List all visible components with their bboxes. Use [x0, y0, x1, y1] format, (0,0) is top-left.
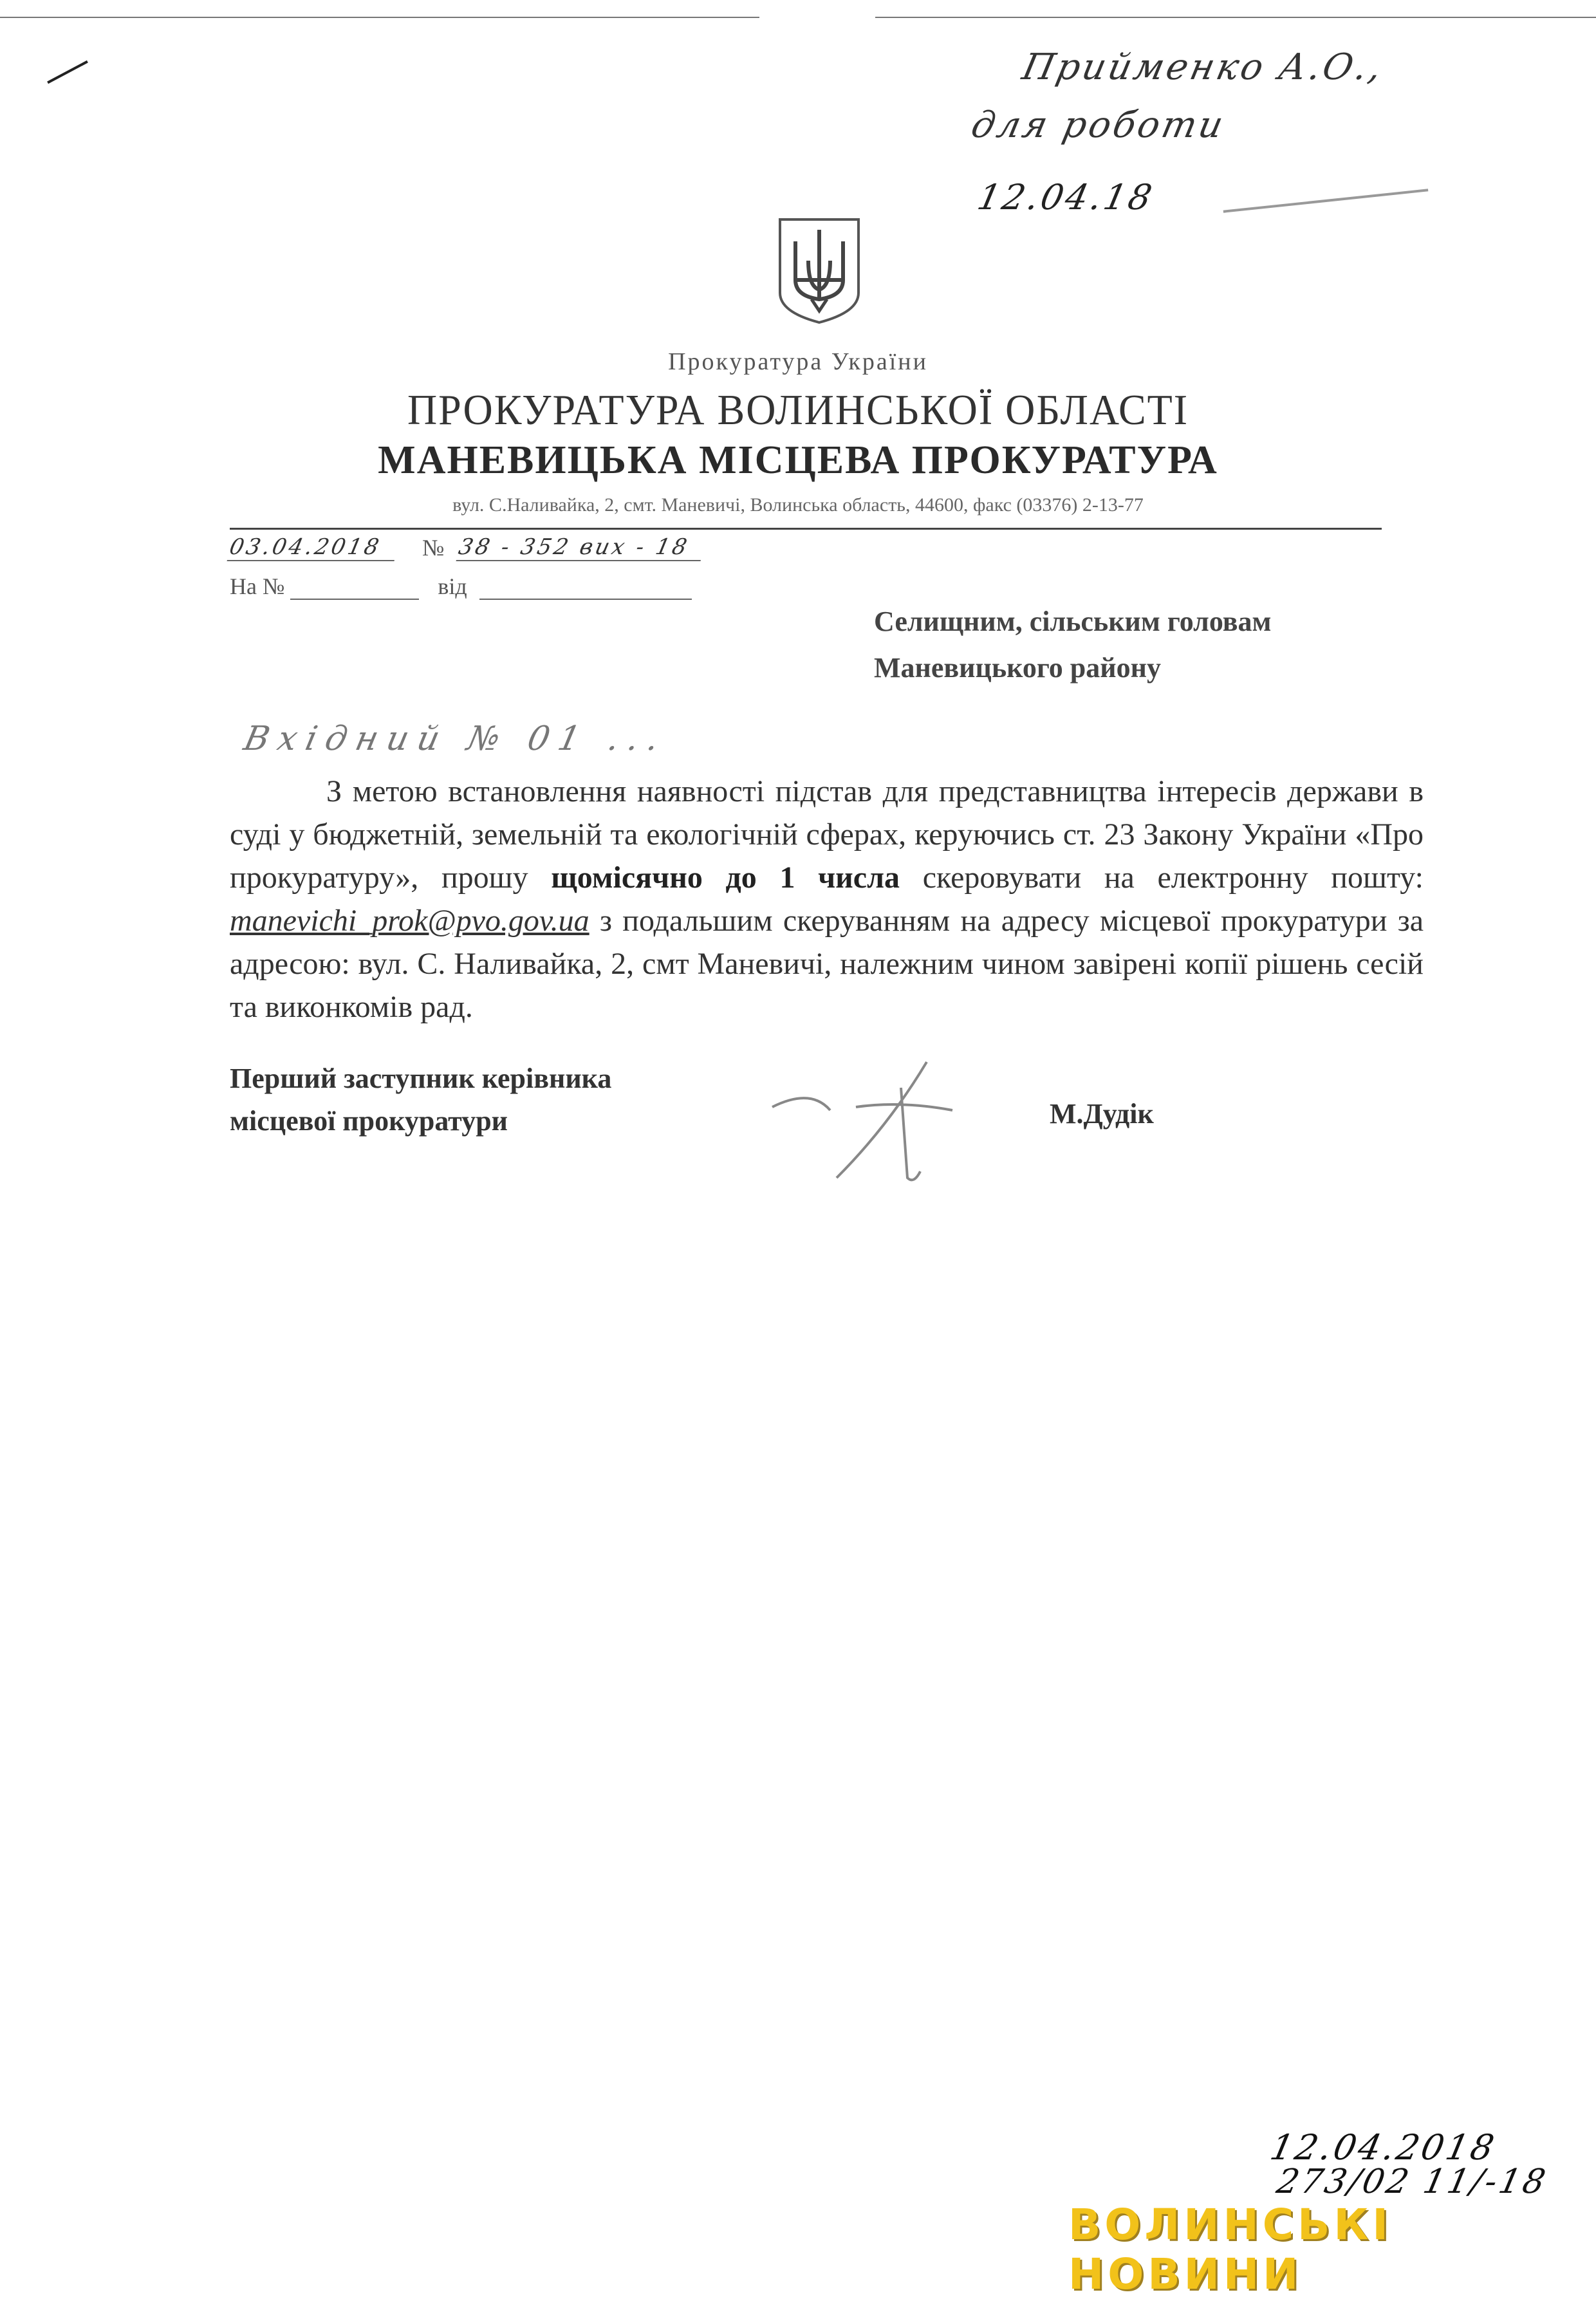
- body-text-2: скеровувати на електронну пошту:: [900, 861, 1424, 895]
- body-text-1: З метою встановлення наявності підстав для представництва інтересів держави в суді у бюджетній, земельній та екологічній сферах, керуючись ст. 23 Закону України «Про прокуратуру», прошу: [230, 774, 1424, 895]
- from-label: від: [438, 573, 467, 599]
- addressee-line-2: Маневицького району: [874, 652, 1161, 684]
- body-bold-deadline: щомісячно до 1 числа: [551, 861, 900, 895]
- org-local: МАНЕВИЦЬКА МІСЦЕВА ПРОКУРАТУРА: [378, 438, 1218, 482]
- pen-mark: [47, 60, 88, 84]
- reply-to-number-field: [290, 575, 419, 600]
- letterhead-rule: [230, 528, 1382, 530]
- reply-to-label: На №: [230, 573, 285, 599]
- reply-to-date-field: [479, 575, 692, 600]
- resolution-line-1: Прийменко А.О.,: [1018, 46, 1388, 88]
- coat-of-arms-trident-icon: [776, 216, 862, 325]
- scan-edge-line: [0, 17, 759, 18]
- signatory-position-line-1: Перший заступник керівника: [230, 1063, 612, 1094]
- letter-body: [230, 770, 1424, 1028]
- resolution-line-2: для роботи: [967, 104, 1230, 146]
- signatory-position-line-2: місцевої прокуратури: [230, 1105, 508, 1137]
- resolution-signature: [1223, 189, 1429, 212]
- handwritten-incoming-note: Вхідний № 01 ...: [240, 720, 672, 758]
- registration-number: 273/02 11/-18: [1273, 2163, 1552, 2201]
- body-text-3: з подальшим скеруванням на адресу місцевої прокуратури за адресою: вул. С. Наливайка, 2, смт Маневичі, належним чином завірені копії рішень сесій та виконкомів рад.: [230, 904, 1424, 1024]
- registration-date: 12.04.2018: [1267, 2127, 1500, 2168]
- handwritten-signature: [759, 1049, 978, 1200]
- org-parent: Прокуратура України: [668, 348, 928, 375]
- volynski-novyny-logo: ВОЛИНСЬКІ НОВИНИ: [1068, 2200, 1392, 2299]
- outgoing-number: 38 - 352 вих - 18: [456, 534, 707, 561]
- outgoing-date: 03.04.2018: [227, 534, 400, 561]
- addressee-line-1: Селищним, сільським головам: [874, 606, 1272, 637]
- signatory-name: М.Дудік: [1050, 1098, 1154, 1130]
- handwritten-resolution: [967, 39, 1389, 154]
- outgoing-reference: [227, 534, 703, 561]
- org-region: ПРОКУРАТУРА ВОЛИНСЬКОЇ ОБЛАСТІ: [407, 386, 1189, 434]
- org-address: вул. С.Наливайка, 2, смт. Маневичі, Волинська область, 44600, факс (03376) 2-13-77: [452, 494, 1144, 516]
- resolution-date: 12.04.18: [974, 177, 1158, 218]
- email-link[interactable]: manevichi_prok@pvo.gov.ua: [230, 904, 589, 938]
- number-label: №: [422, 535, 445, 561]
- reply-reference: [230, 573, 692, 600]
- scan-edge-line: [875, 17, 1596, 18]
